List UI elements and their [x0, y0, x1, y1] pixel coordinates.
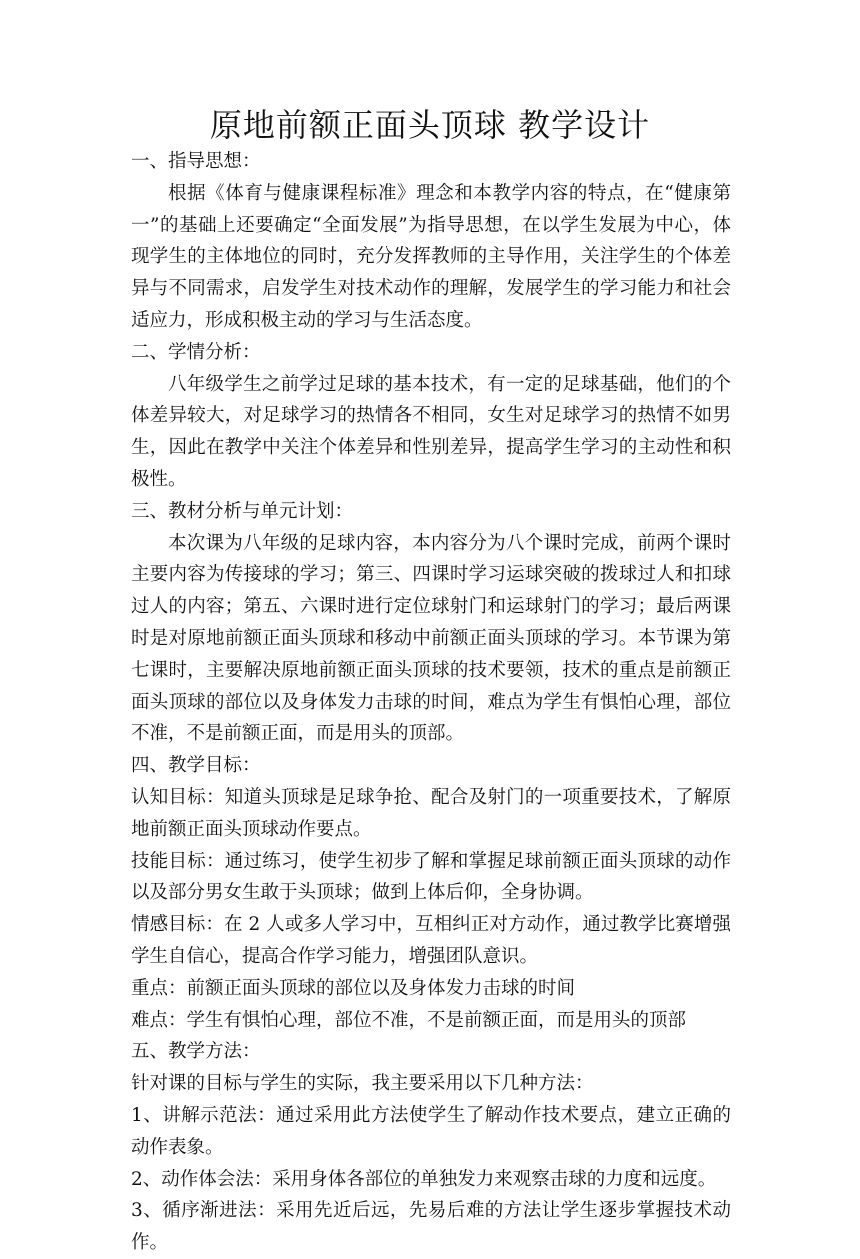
- section-heading-students: 二、学情分析：: [131, 341, 261, 363]
- key-point: 重点：前额正面头顶球的部位以及身体发力击球的时间: [131, 977, 576, 999]
- section-heading-goals: 四、教学目标：: [131, 755, 261, 777]
- section-heading-guiding: 一、指导思想：: [131, 151, 261, 172]
- goal-skill: 技能目标：通过练习，使学生初步了解和掌握足球前额正面头顶球的动作以及部分男女生敢于头顶球；做到上体后仰，全身协调。: [131, 850, 731, 904]
- method-item: 2、动作体会法：采用身体各部位的单独发力来观察击球的力度和远度。: [131, 1168, 717, 1190]
- goal-cognitive: 认知目标：知道头顶球是足球争抢、配合及射门的一项重要技术，了解原地前额正面头顶球动作要点。: [131, 786, 731, 840]
- paragraph-guiding: 根据《体育与健康课程标准》理念和本教学内容的特点，在“健康第一”的基础上还要确定“全面发展”为指导思想，在以学生发展为中心，体现学生的主体地位的同时，充分发挥教师的主导作用，关注学生的个体差异与不同需求，启发学生对技术动作的理解，发展学生的学习能力和社会适应力，形成积极主动的学习与生活态度。: [131, 182, 731, 331]
- paragraph-students: 八年级学生之前学过足球的基本技术，有一定的足球基础，他们的个体差异较大，对足球学习的热情各不相同，女生对足球学习的热情不如男生，因此在教学中关注个体差异和性别差异，提高学生学习的主动性和积极性。: [131, 373, 731, 490]
- method-item: 1、讲解示范法：通过采用此方法使学生了解动作技术要点，建立正确的动作表象。: [131, 1104, 731, 1158]
- methods-intro: 针对课的目标与学生的实际，我主要采用以下几种方法：: [131, 1073, 594, 1095]
- section-heading-materials: 三、教材分析与单元计划：: [131, 500, 354, 522]
- method-item: 3、循序渐进法：采用先近后远，先易后难的方法让学生逐步掌握技术动作。: [131, 1200, 731, 1254]
- section-heading-methods: 五、教学方法：: [131, 1041, 261, 1063]
- paragraph-materials: 本次课为八年级的足球内容，本内容分为八个课时完成，前两个课时主要内容为传接球的学习；第三、四课时学习运球突破的拨球过人和扣球过人的内容；第五、六课时进行定位球射门和运球射门的学习；最后两课时是对原地前额正面头顶球和移动中前额正面头顶球的学习。本节课为第七课时，主要解决原地前额正面头顶球的技术要领，技术的重点是前额正面头顶球的部位以及身体发力击球的时间，难点为学生有惧怕心理，部位不准，不是前额正面，而是用头的顶部。: [131, 532, 731, 745]
- document-title: 原地前额正面头顶球 教学设计: [209, 106, 651, 144]
- difficulty: 难点：学生有惧怕心理，部位不准，不是前额正面，而是用头的顶部: [131, 1009, 687, 1031]
- document-body: [131, 146, 731, 1259]
- goal-emotional: 情感目标：在 2 人或多人学习中，互相纠正对方动作，通过教学比赛增强学生自信心，提高合作学习能力，增强团队意识。: [131, 914, 731, 967]
